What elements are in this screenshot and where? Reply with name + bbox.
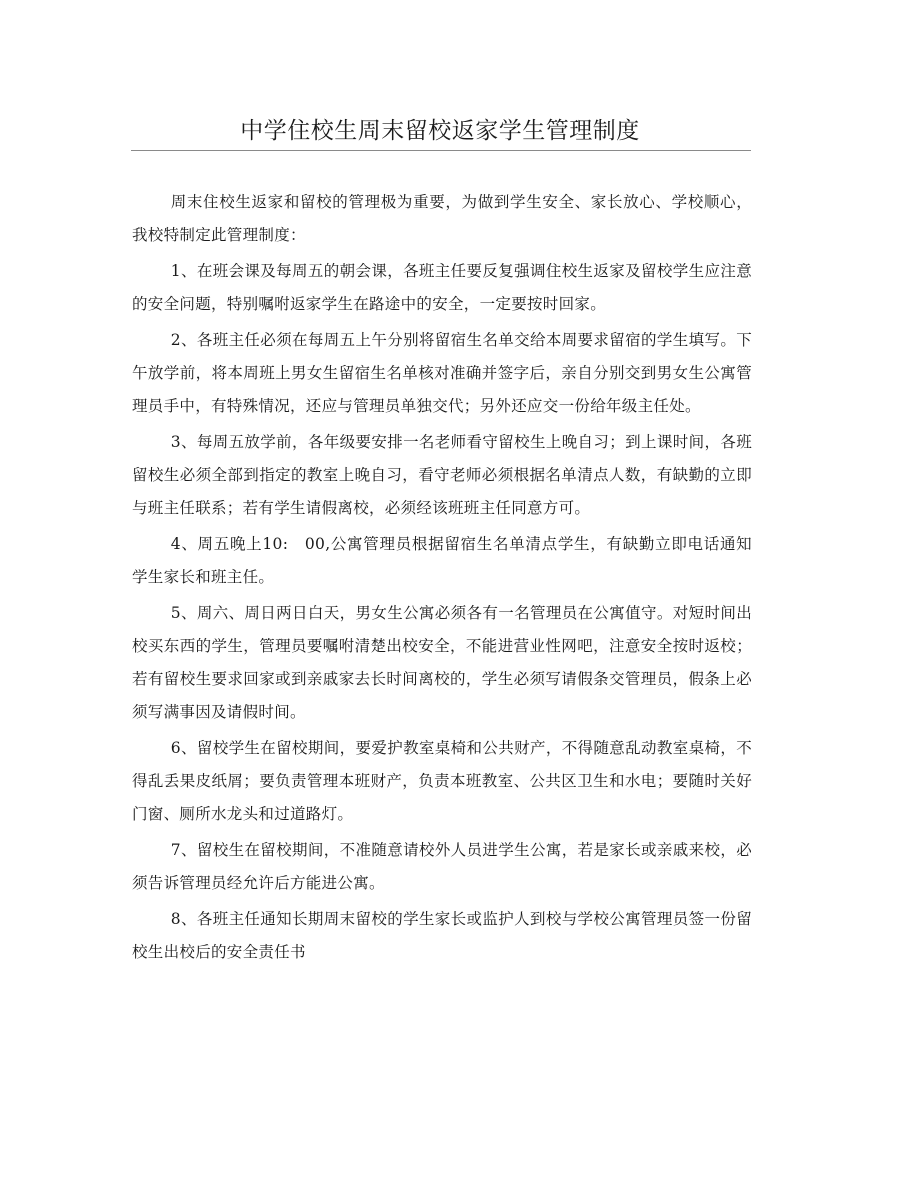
rule-paragraph-2: 2、各班主任必须在每周五上午分别将留宿生名单交给本周要求留宿的学生填写。下午放学前，将本周班上男女生留宿生名单核对准确并签字后，亲自分别交到男女生公寓管理员手中，有特殊情况，还应与管理员单独交代；另外还应交一份给年级主任处。	[132, 331, 752, 415]
document-body	[132, 186, 752, 972]
rule-paragraph-3: 3、每周五放学前，各年级要安排一名老师看守留校生上晚自习；到上课时间，各班留校生必须全部到指定的教室上晚自习，看守老师必须根据名单清点人数，有缺勤的立即与班主任联系；若有学生请假离校，必须经该班班主任同意方可。	[132, 433, 752, 517]
rule-paragraph-6: 6、留校学生在留校期间，要爱护教室桌椅和公共财产，不得随意乱动教室桌椅，不得乱丢果皮纸屑；要负责管理本班财产，负责本班教室、公共区卫生和水电；要随时关好门窗、厕所水龙头和过道路灯。	[132, 739, 752, 823]
intro-paragraph: 周末住校生返家和留校的管理极为重要，为做到学生安全、家长放心、学校顺心，我校特制定此管理制度：	[132, 193, 752, 244]
rule-paragraph-1: 1、在班会课及每周五的朝会课，各班主任要反复强调住校生返家及留校学生应注意的安全问题，特别嘱咐返家学生在路途中的安全，一定要按时回家。	[132, 262, 752, 313]
title-underline	[131, 150, 751, 151]
rule-paragraph-8: 8、各班主任通知长期周末留校的学生家长或监护人到校与学校公寓管理员签一份留校生出校后的安全责任书	[132, 910, 752, 961]
rule-paragraph-5: 5、周六、周日两日白天，男女生公寓必须各有一名管理员在公寓值守。对短时间出校买东西的学生，管理员要嘱咐清楚出校安全，不能进营业性网吧，注意安全按时返校；若有留校生要求回家或到亲戚家去长时间离校的，学生必须写请假条交管理员，假条上必须写满事因及请假时间。	[132, 604, 752, 721]
document-title: 中学住校生周末留校返家学生管理制度	[240, 118, 640, 144]
rule-paragraph-4: 4、周五晚上10: 00,公寓管理员根据留宿生名单清点学生，有缺勤立即电话通知学生家长和班主任。	[132, 535, 752, 586]
rule-paragraph-7: 7、留校生在留校期间，不准随意请校外人员进学生公寓，若是家长或亲戚来校，必须告诉管理员经允许后方能进公寓。	[132, 841, 752, 892]
